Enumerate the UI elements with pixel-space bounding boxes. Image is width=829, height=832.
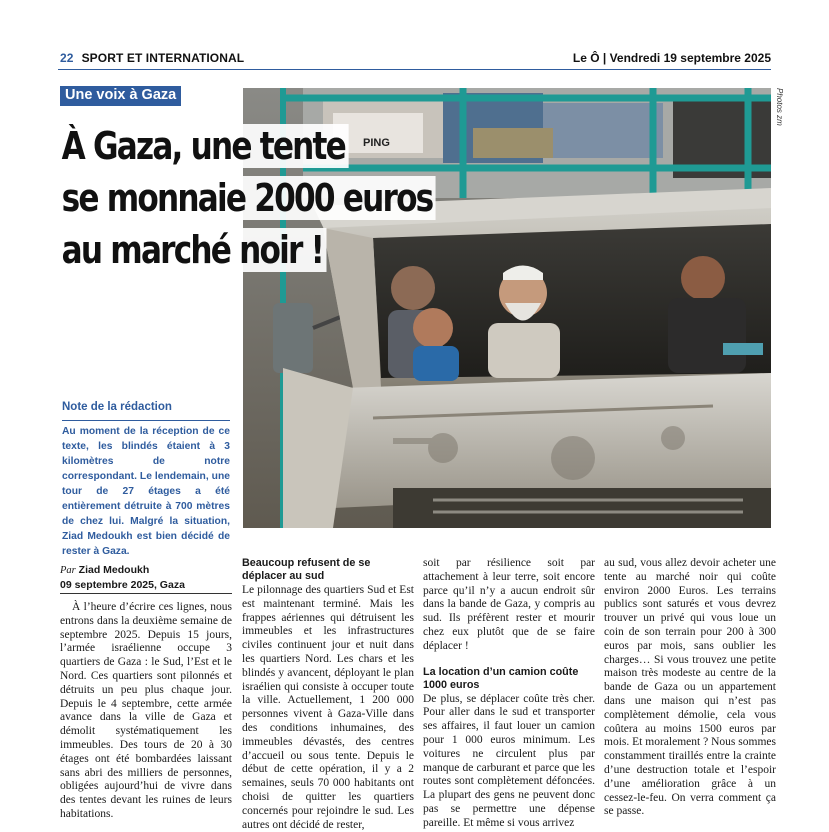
subheading-2: La location d’un camion coûte 1000 euros — [423, 665, 579, 691]
article-column-3 — [423, 557, 595, 831]
headline-line-3: au marché noir ! — [60, 228, 326, 272]
publication-dateline: Le Ô | Vendredi 19 septembre 2025 — [572, 51, 771, 65]
headline-line-2: se monnaie 2000 euros — [60, 176, 436, 220]
header-rule — [58, 69, 771, 70]
byline-rule — [60, 593, 232, 594]
byline-dateline: 09 septembre 2025, Gaza — [60, 579, 185, 591]
page-number: 22 — [60, 51, 74, 65]
paragraph: De plus, se déplacer coûte très cher. Pour aller dans le sud et transporter ses affaires, il faut louer un camion pour 1 000 euros minimum. Les voitures ne circulent plus par manque de carburant et parce que les routes sont complètement défoncées. La plupart des gens ne peuvent donc pas se permettre une dépense pareille. Et même si vous arrivez — [423, 692, 595, 829]
article-headline — [60, 120, 433, 276]
article-column-4 — [604, 557, 776, 819]
subheading-1: Beaucoup refusent de se déplacer au sud — [242, 557, 371, 582]
cargo-label: PING — [363, 137, 390, 149]
paragraph: À l’heure d’écrire ces lignes, nous entrons dans la deuxième semaine de septembre 2025. Depuis 15 jours, l’armée israélienne occupe 3 quartiers de Gaza : le Sud, l’Est et le Nord. Ces quartiers sont pilonnés et détruits un peu plus chaque jour. Depuis le 4 septembre, cette armée avance dans la ville de Gaza et démolit systématiquement les immeubles. Des tours de 20 à 30 étages ont été bombardées laissant sans abri des milliers de personnes, obligées aujourd’hui de vivre dans des tentes devant les ruines de leurs habitations. — [60, 601, 232, 820]
editor-note-rule — [62, 420, 230, 421]
byline — [60, 563, 240, 592]
photo-credit: Photos zm — [775, 88, 784, 126]
paragraph: Le pilonnage des quartiers Sud et Est est maintenant terminé. Mais les frappes aériennes qui détruisent les immeubles et les infrastructures civiles continuent jour et nuit dans les quartiers Nord. Les chars et les blindés y avancent, déployant le plan israélien qui consiste à occuper toute la ville. Actuellement, 1 200 000 personnes vivent à Gaza-Ville dans des conditions inhumaines, des immeubles dévastés, des centres d’accueil ou sous tente. Depuis le début de cette opération, il y a 2 semaines, seuls 70 000 habitants ont choisi de quitter les quartiers concernés pour rejoindre le sud. Les autres ont décidé de rester, — [242, 584, 414, 831]
byline-author: Ziad Medoukh — [78, 564, 150, 576]
paragraph: soit par résilience soit par attachement à leur terre, soit encore parce qu’il n’y a aucun endroit sûr dans la bande de Gaza, y compris au sud. Ils préfèrent rester et mourir chez eux plutôt que de se faire déplacer ! — [423, 557, 595, 652]
section-name: SPORT ET INTERNATIONAL — [81, 51, 245, 65]
headline-line-1: À Gaza, une tente — [60, 124, 348, 168]
article-column-2 — [242, 557, 414, 832]
paragraph: au sud, vous allez devoir acheter une tente au marché noir qui coûte environ 2000 Euros. Les terrains publics sont saturés et vous devrez trouver un privé qui vous loue un coin de son terrain pour 200 à 300 euros par mois, sans oublier les charges… Si vous trouvez une petite maison très modeste au centre de la bande de Gaza ou un appartement dans une maison qui n’est pas complètement démolie, cela vous coûtera au moins 1500 euros par mois. Et moralement ? Nous sommes constamment tiraillés entre la crainte d’une destruction totale et l’espoir d’une amélioration grâce à un cessez-le-feu. On verra comment ça se passe. — [604, 557, 776, 818]
editor-note-title: Note de la rédaction — [62, 401, 172, 413]
article-kicker: Une voix à Gaza — [60, 86, 181, 106]
article-column-1 — [60, 601, 232, 822]
editor-note-body: Au moment de la réception de ce texte, les blindés étaient à 3 kilomètres de notre correspondant. Le lendemain, une tour de 27 étages a été entièrement détruite à 700 mètres de chez lui. Malgré la situation, Ziad Medoukh est bien décidé de rester à Gaza. — [62, 426, 230, 557]
byline-prefix: Par — [60, 565, 76, 576]
page-header-left — [60, 51, 244, 65]
